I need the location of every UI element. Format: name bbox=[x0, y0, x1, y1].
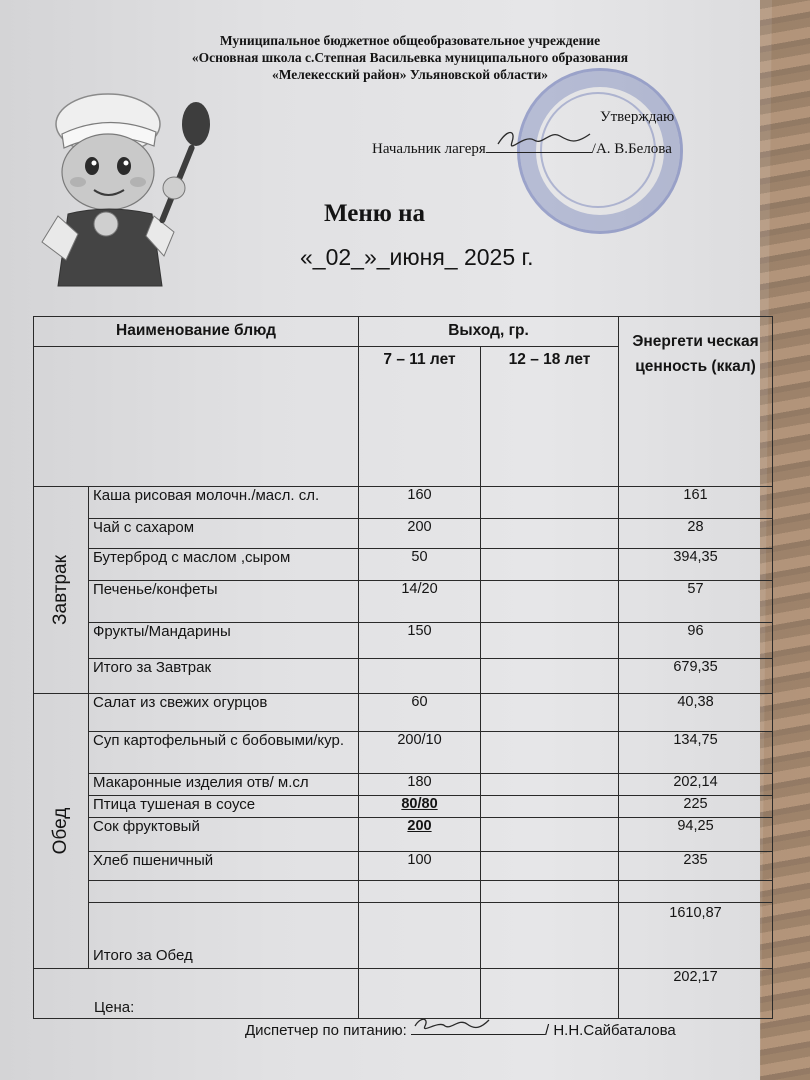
lunch-dish-name: Суп картофельный с бобовыми/кур. bbox=[89, 732, 359, 774]
lunch-energy-value bbox=[619, 881, 773, 903]
breakfast-portion-12-18 bbox=[481, 549, 619, 581]
breakfast-row bbox=[34, 487, 773, 519]
header-line-3: «Мелекесский район» Ульяновской области» bbox=[271, 67, 549, 82]
chief-label: Начальник лагеря bbox=[372, 141, 486, 157]
breakfast-portion-7-11: 160 bbox=[359, 487, 481, 519]
lunch-row bbox=[34, 852, 773, 881]
chief-signature-blank bbox=[486, 138, 592, 153]
breakfast-row bbox=[34, 581, 773, 623]
lunch-energy-value: 1610,87 bbox=[619, 903, 773, 969]
breakfast-dish-name: Чай с сахаром bbox=[89, 519, 359, 549]
header-dish: Наименование блюд bbox=[34, 317, 359, 347]
lunch-portion-12-18 bbox=[481, 852, 619, 881]
lunch-portion-12-18 bbox=[481, 774, 619, 796]
lunch-row bbox=[34, 694, 773, 732]
dispatcher-label: Диспетчер по питанию: bbox=[245, 1022, 407, 1039]
lunch-row bbox=[34, 732, 773, 774]
breakfast-energy-value: 96 bbox=[619, 623, 773, 659]
header-energy: Энергети ческая ценность (ккал) bbox=[619, 317, 773, 487]
price-label: Цена: bbox=[34, 969, 359, 1019]
breakfast-portion-12-18 bbox=[481, 623, 619, 659]
breakfast-portion-12-18 bbox=[481, 659, 619, 694]
lunch-portion-7-11: 200 bbox=[359, 818, 481, 852]
dispatcher-signature-line bbox=[245, 1020, 676, 1039]
lunch-dish-name: Салат из свежих огурцов bbox=[89, 694, 359, 732]
lunch-energy-value: 134,75 bbox=[619, 732, 773, 774]
approval-label: Утверждаю bbox=[600, 109, 675, 125]
lunch-dish-name bbox=[89, 881, 359, 903]
lunch-portion-12-18 bbox=[481, 796, 619, 818]
breakfast-label-cell bbox=[34, 487, 89, 694]
breakfast-portion-12-18 bbox=[481, 487, 619, 519]
menu-date: «_02_»_июня_ 2025 г. bbox=[300, 244, 534, 270]
breakfast-dish-name: Каша рисовая молочн./масл. сл. bbox=[89, 487, 359, 519]
lunch-portion-12-18 bbox=[481, 694, 619, 732]
breakfast-portion-7-11: 50 bbox=[359, 549, 481, 581]
breakfast-dish-name: Итого за Завтрак bbox=[89, 659, 359, 694]
price-value: 202,17 bbox=[619, 969, 773, 1019]
breakfast-energy-value: 161 bbox=[619, 487, 773, 519]
lunch-portion-7-11 bbox=[359, 903, 481, 969]
lunch-energy-value: 235 bbox=[619, 852, 773, 881]
header-age-7-11: 7 – 11 лет bbox=[359, 347, 481, 487]
breakfast-energy-value: 679,35 bbox=[619, 659, 773, 694]
institution-header bbox=[150, 32, 670, 83]
breakfast-row bbox=[34, 519, 773, 549]
price-row bbox=[34, 969, 773, 1019]
lunch-energy-value: 94,25 bbox=[619, 818, 773, 852]
header-output: Выход, гр. bbox=[359, 317, 619, 347]
breakfast-portion-7-11: 150 bbox=[359, 623, 481, 659]
lunch-portion-12-18 bbox=[481, 903, 619, 969]
breakfast-portion-7-11: 14/20 bbox=[359, 581, 481, 623]
breakfast-portion-12-18 bbox=[481, 581, 619, 623]
chef-boy-illustration bbox=[28, 64, 218, 290]
breakfast-portion-7-11: 200 bbox=[359, 519, 481, 549]
breakfast-label: Завтрак bbox=[50, 555, 71, 625]
breakfast-row bbox=[34, 549, 773, 581]
dispatcher-name: / Н.Н.Сайбаталова bbox=[544, 1022, 676, 1039]
lunch-portion-7-11: 100 bbox=[359, 852, 481, 881]
breakfast-row bbox=[34, 659, 773, 694]
lunch-portion-12-18 bbox=[481, 818, 619, 852]
breakfast-energy-value: 57 bbox=[619, 581, 773, 623]
chief-name: /А. В.Белова bbox=[591, 141, 672, 157]
lunch-row bbox=[34, 796, 773, 818]
lunch-energy-value: 225 bbox=[619, 796, 773, 818]
lunch-portion-7-11: 200/10 bbox=[359, 732, 481, 774]
menu-title: Меню на bbox=[324, 200, 426, 227]
breakfast-energy-value: 394,35 bbox=[619, 549, 773, 581]
table-header-row bbox=[34, 317, 773, 347]
lunch-portion-12-18 bbox=[481, 732, 619, 774]
dispatcher-handwritten-signature bbox=[411, 1012, 491, 1034]
lunch-dish-name: Хлеб пшеничный bbox=[89, 852, 359, 881]
lunch-row bbox=[34, 881, 773, 903]
breakfast-dish-name: Фрукты/Мандарины bbox=[89, 623, 359, 659]
dispatcher-signature-blank bbox=[411, 1020, 545, 1035]
lunch-portion-12-18 bbox=[481, 881, 619, 903]
lunch-dish-name: Итого за Обед bbox=[89, 903, 359, 969]
breakfast-energy-value: 28 bbox=[619, 519, 773, 549]
lunch-label: Обед bbox=[50, 807, 71, 855]
lunch-energy-value: 40,38 bbox=[619, 694, 773, 732]
breakfast-portion-12-18 bbox=[481, 519, 619, 549]
lunch-dish-name: Макаронные изделия отв/ м.сл bbox=[89, 774, 359, 796]
lunch-row bbox=[34, 818, 773, 852]
breakfast-row bbox=[34, 623, 773, 659]
menu-table bbox=[33, 316, 773, 1019]
camp-chief-signature-line bbox=[372, 138, 672, 158]
breakfast-dish-name: Печенье/конфеты bbox=[89, 581, 359, 623]
lunch-portion-7-11: 60 bbox=[359, 694, 481, 732]
breakfast-dish-name: Бутерброд с маслом ,сыром bbox=[89, 549, 359, 581]
lunch-dish-name: Птица тушеная в соусе bbox=[89, 796, 359, 818]
breakfast-portion-7-11 bbox=[359, 659, 481, 694]
header-age-12-18: 12 – 18 лет bbox=[481, 347, 619, 487]
chief-handwritten-signature bbox=[494, 126, 594, 152]
lunch-row bbox=[34, 903, 773, 969]
header-line-1: Муниципальное бюджетное общеобразовательное учреждение bbox=[219, 33, 601, 48]
header-line-2: «Основная школа с.Степная Васильевка муниципального образования bbox=[191, 50, 629, 65]
lunch-label-cell bbox=[34, 694, 89, 969]
lunch-portion-7-11: 80/80 bbox=[359, 796, 481, 818]
lunch-dish-name: Сок фруктовый bbox=[89, 818, 359, 852]
lunch-portion-7-11 bbox=[359, 881, 481, 903]
lunch-energy-value: 202,14 bbox=[619, 774, 773, 796]
lunch-portion-7-11: 180 bbox=[359, 774, 481, 796]
lunch-row bbox=[34, 774, 773, 796]
